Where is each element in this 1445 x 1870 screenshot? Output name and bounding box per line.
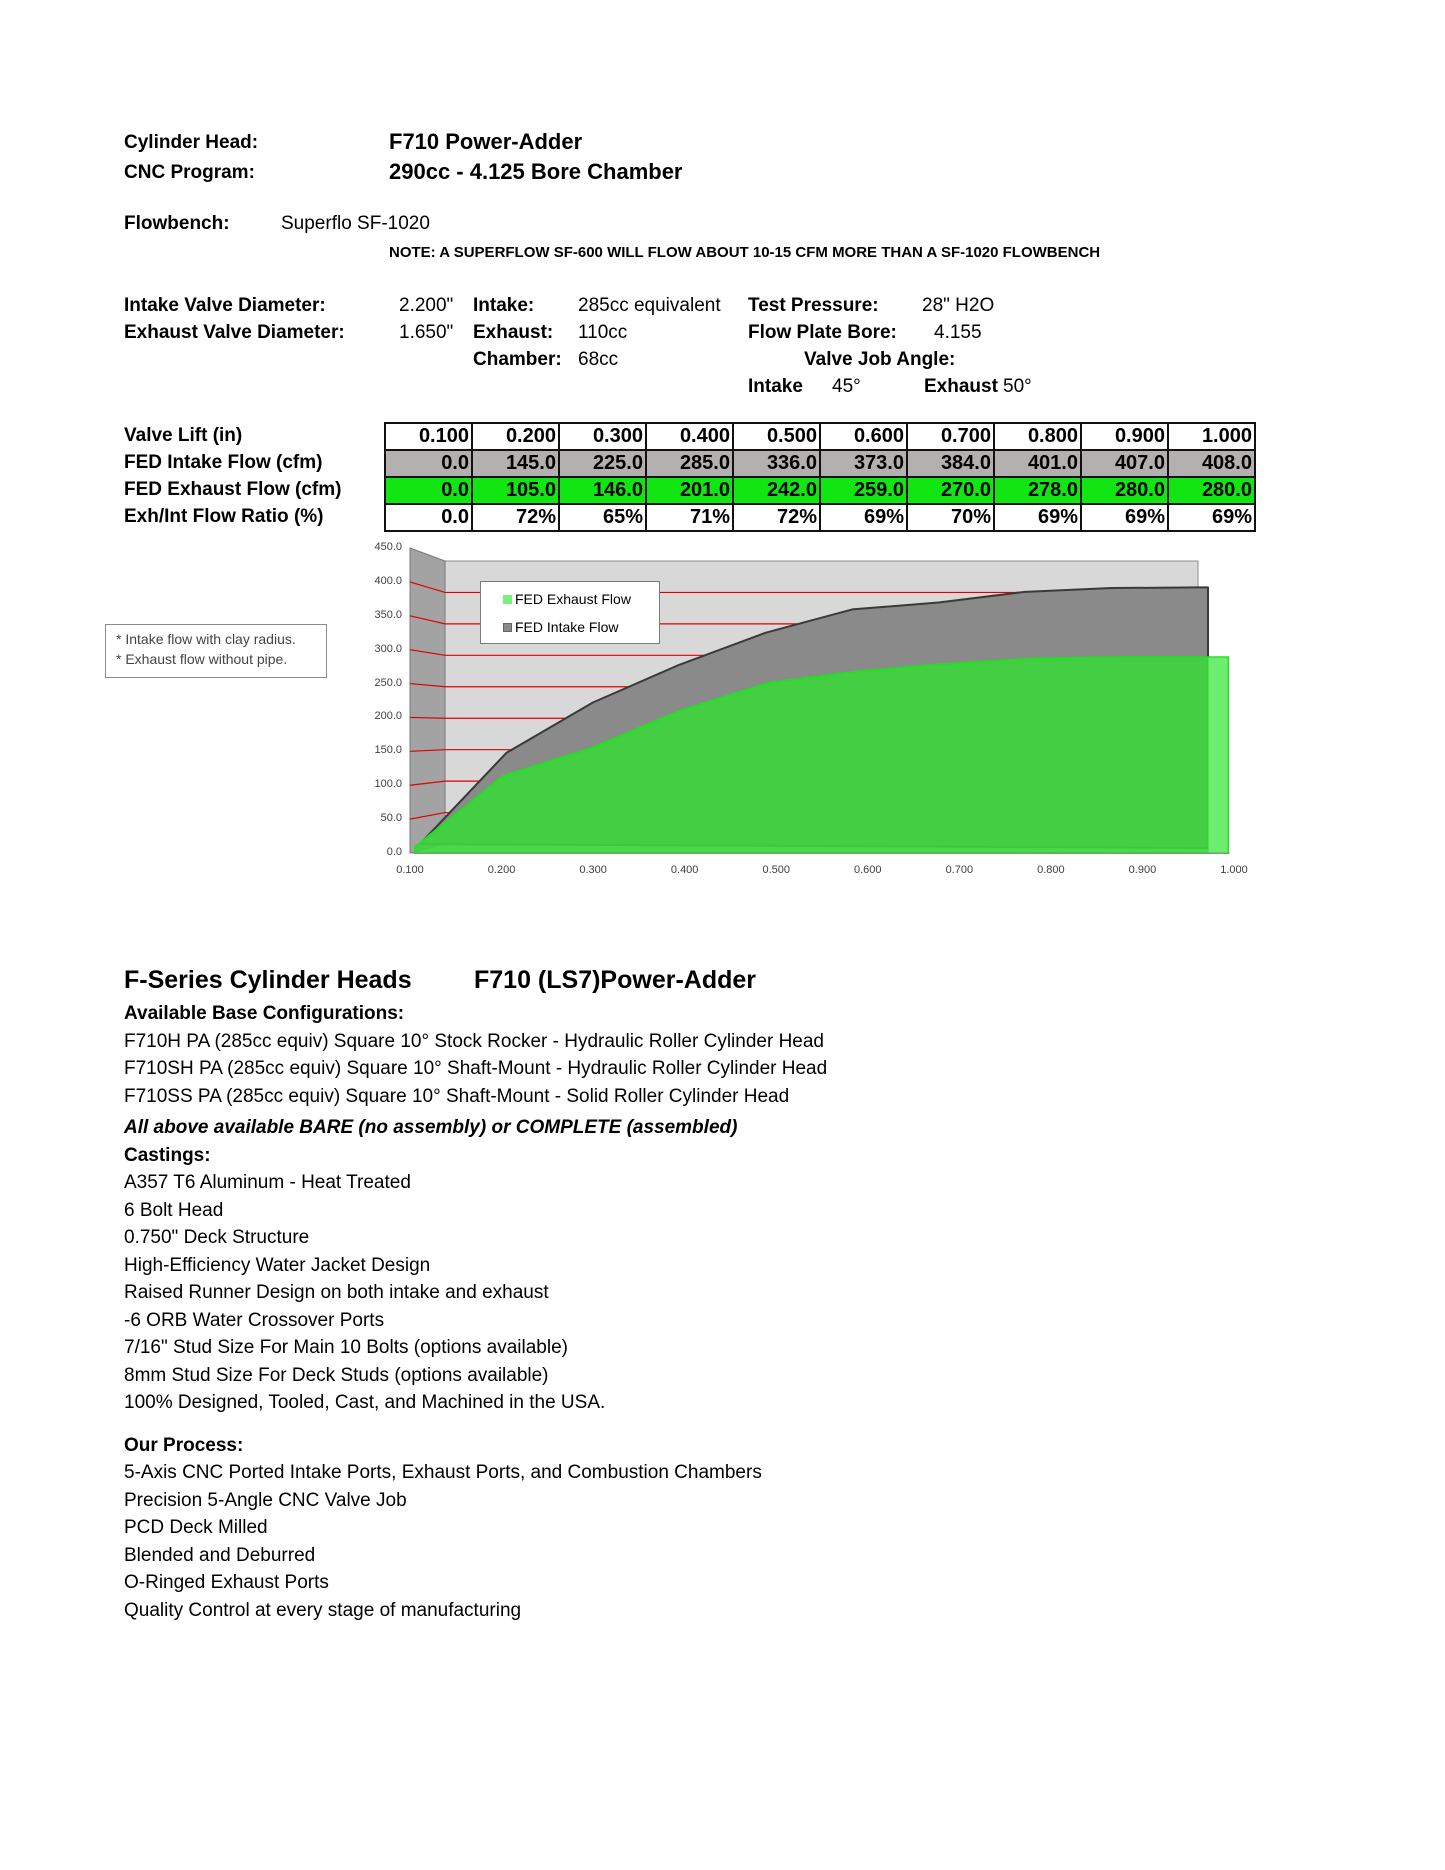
exhaust-cc-label: Exhaust: [473, 322, 554, 343]
cell: 69% [994, 504, 1081, 531]
process-item: Precision 5-Angle CNC Valve Job [124, 1489, 407, 1511]
cell: 0.0 [385, 450, 472, 477]
cell: 280.0 [1168, 477, 1255, 504]
process-item: Quality Control at every stage of manufacturing [124, 1599, 522, 1621]
cell: 145.0 [472, 450, 559, 477]
legend-label-intake: FED Intake Flow [515, 619, 619, 635]
exhaust-cc-value: 110cc [578, 322, 628, 343]
valve-job-intake-label: Intake [748, 376, 803, 397]
legend-label-exhaust: FED Exhaust Flow [515, 591, 631, 607]
cylinder-head-value: F710 Power-Adder [389, 129, 583, 154]
config-item: F710SS PA (285cc equiv) Square 10° Shaft-Mount - Solid Roller Cylinder Head [124, 1085, 790, 1107]
cell: 384.0 [907, 450, 994, 477]
y-tick-label: 350.0 [374, 608, 402, 621]
config-item: F710SH PA (285cc equiv) Square 10° Shaft-Mount - Hydraulic Roller Cylinder Head [124, 1058, 828, 1079]
x-tick-label: 1.000 [1220, 864, 1248, 876]
legend-item-intake [503, 619, 618, 635]
test-pressure-value: 28" H2O [922, 295, 995, 316]
availability-note: All above available BARE (no assembly) or COMPLETE (assembled) [124, 1117, 738, 1138]
cell: 280.0 [1081, 477, 1168, 504]
cell: 408.0 [1168, 450, 1255, 477]
cell: 401.0 [994, 450, 1081, 477]
flow-plate-label: Flow Plate Bore: [748, 322, 897, 343]
cell: 0.300 [559, 423, 646, 450]
casting-item: 8mm Stud Size For Deck Studs (options available) [124, 1364, 549, 1386]
flowbench-label: Flowbench: [124, 213, 230, 234]
cell: 105.0 [472, 477, 559, 504]
row-label-lift: Valve Lift (in) [124, 425, 243, 446]
configurations-section [124, 1000, 827, 1624]
process-item: 5-Axis CNC Ported Intake Ports, Exhaust Ports, and Combustion Chambers [124, 1462, 762, 1483]
x-tick-label: 0.600 [854, 864, 882, 876]
cell: 69% [1081, 504, 1168, 531]
y-tick-label: 250.0 [374, 676, 402, 689]
model-title: F710 (LS7)Power-Adder [474, 966, 757, 994]
cell: 0.700 [907, 423, 994, 450]
config-item: F710H PA (285cc equiv) Square 10° Stock Rocker - Hydraulic Roller Cylinder Head [124, 1030, 824, 1052]
y-tick-label: 0.0 [386, 846, 402, 858]
valve-job-label: Valve Job Angle: [804, 349, 956, 370]
exhaust-valve-value: 1.650" [399, 322, 454, 343]
cell: 69% [820, 504, 907, 531]
casting-item: A357 T6 Aluminum - Heat Treated [124, 1172, 411, 1193]
x-tick-label: 0.400 [670, 864, 699, 876]
cell: 259.0 [820, 477, 907, 504]
flowbench-note: NOTE: A SUPERFLOW SF-600 WILL FLOW ABOUT 10-15 CFM MORE THAN A SF-1020 FLOWBENCH [389, 244, 1101, 261]
cell: 407.0 [1081, 450, 1168, 477]
cell: 72% [472, 504, 559, 531]
cell: 0.0 [385, 477, 472, 504]
series-title: F-Series Cylinder Heads [124, 966, 412, 994]
casting-item: -6 ORB Water Crossover Ports [124, 1309, 385, 1331]
cell: 0.400 [646, 423, 733, 450]
chart-plot-area [0, 0, 1445, 900]
y-tick-label: 100.0 [374, 778, 402, 791]
process-item: Blended and Deburred [124, 1544, 316, 1566]
cell: 285.0 [646, 450, 733, 477]
cnc-program-label: CNC Program: [124, 162, 255, 183]
cell: 0.200 [472, 423, 559, 450]
flowbench-value: Superflo SF-1020 [281, 213, 430, 234]
x-tick-label: 0.900 [1128, 864, 1157, 876]
cell: 270.0 [907, 477, 994, 504]
configs-heading: Available Base Configurations: [124, 1003, 405, 1024]
y-tick-label: 150.0 [374, 744, 402, 757]
intake-valve-label: Intake Valve Diameter: [124, 295, 326, 316]
cell: 0.900 [1081, 423, 1168, 450]
cell: 70% [907, 504, 994, 531]
casting-item: 7/16" Stud Size For Main 10 Bolts (options available) [124, 1337, 568, 1358]
row-label-exhaust: FED Exhaust Flow (cfm) [124, 479, 342, 500]
cell: 373.0 [820, 450, 907, 477]
x-tick-label: 0.200 [487, 864, 516, 876]
y-tick-label: 300.0 [374, 642, 402, 655]
cell: 0.500 [733, 423, 820, 450]
cell: 201.0 [646, 477, 733, 504]
chamber-label: Chamber: [473, 349, 562, 370]
casting-item: 6 Bolt Head [124, 1199, 224, 1221]
process-item: PCD Deck Milled [124, 1517, 268, 1538]
valve-job-exhaust-label: Exhaust [924, 376, 998, 397]
cell: 336.0 [733, 450, 820, 477]
intake-cc-label: Intake: [473, 295, 535, 316]
casting-item: Raised Runner Design on both intake and exhaust [124, 1282, 549, 1303]
x-tick-label: 0.700 [945, 864, 974, 876]
x-tick-label: 0.100 [396, 864, 424, 876]
intake-valve-value: 2.200" [399, 295, 454, 316]
intake-cc-value: 285cc equivalent [578, 295, 721, 316]
legend-swatch-exhaust-icon [503, 595, 512, 604]
cnc-program-value: 290cc - 4.125 Bore Chamber [389, 159, 683, 184]
cell: 146.0 [559, 477, 646, 504]
chamber-value: 68cc [578, 349, 619, 370]
y-tick-label: 450.0 [374, 541, 402, 553]
flow-chart [0, 0, 1445, 900]
test-pressure-label: Test Pressure: [748, 295, 879, 316]
x-tick-label: 0.300 [579, 864, 607, 876]
cell: 0.100 [385, 423, 472, 450]
process-heading: Our Process: [124, 1434, 244, 1456]
cell: 278.0 [994, 477, 1081, 504]
cell: 0.600 [820, 423, 907, 450]
cell: 69% [1168, 504, 1255, 531]
cell: 71% [646, 504, 733, 531]
casting-item: 0.750" Deck Structure [124, 1227, 310, 1248]
valve-job-exhaust-value: 50° [1003, 376, 1032, 397]
cell: 72% [733, 504, 820, 531]
cell: 242.0 [733, 477, 820, 504]
note-line-1: * Intake flow with clay radius. [116, 631, 296, 647]
cell: 65% [559, 504, 646, 531]
chart-legend [480, 581, 660, 644]
cell: 0.800 [994, 423, 1081, 450]
y-tick-label: 50.0 [380, 812, 402, 825]
exhaust-valve-label: Exhaust Valve Diameter: [124, 322, 345, 343]
cell: 1.000 [1168, 423, 1255, 450]
note-line-2: * Exhaust flow without pipe. [116, 651, 288, 667]
flow-plate-value: 4.155 [934, 322, 982, 343]
row-label-ratio: Exh/Int Flow Ratio (%) [124, 506, 324, 527]
castings-heading: Castings: [124, 1144, 211, 1166]
casting-item: 100% Designed, Tooled, Cast, and Machined in the USA. [124, 1392, 606, 1413]
cell: 225.0 [559, 450, 646, 477]
legend-item-exhaust [503, 591, 631, 607]
cylinder-head-label: Cylinder Head: [124, 132, 259, 153]
x-tick-label: 0.500 [762, 864, 790, 876]
x-tick-label: 0.800 [1037, 864, 1065, 876]
legend-swatch-intake-icon [503, 623, 512, 632]
y-tick-label: 400.0 [374, 574, 402, 587]
row-label-intake: FED Intake Flow (cfm) [124, 452, 323, 473]
y-tick-label: 200.0 [374, 710, 402, 723]
process-item: O-Ringed Exhaust Ports [124, 1572, 329, 1593]
casting-item: High-Efficiency Water Jacket Design [124, 1254, 431, 1276]
valve-job-intake-value: 45° [832, 376, 861, 397]
cell: 0.0 [385, 504, 472, 531]
